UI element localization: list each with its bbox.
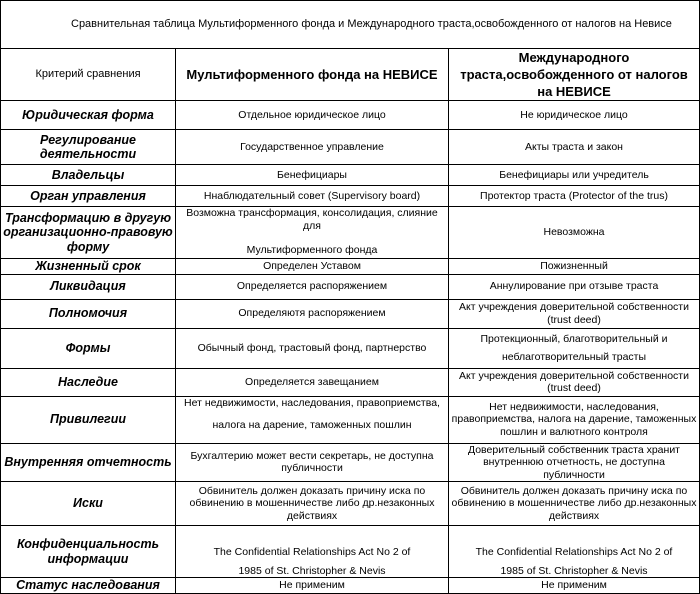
row-criterion: Формы bbox=[1, 328, 176, 368]
value-line: 1985 of St. Christopher & Nevis bbox=[500, 564, 648, 577]
table-row bbox=[1, 482, 700, 526]
value-line: Обвинитель должен доказать причину иска по bbox=[198, 484, 426, 497]
value-line: действиях bbox=[286, 509, 338, 522]
row-criterion: Наследие bbox=[1, 368, 176, 396]
table-title: Сравнительная таблица Мультиформенного фонда и Международного траста,освобожденного от налогов на Невисе bbox=[1, 1, 700, 49]
row-value-trust: Бенефициары или учредитель bbox=[449, 165, 700, 186]
table-row bbox=[1, 165, 700, 186]
row-value-foundation: Государственное управление bbox=[176, 130, 449, 165]
row-value-foundation bbox=[176, 396, 449, 443]
value-line: публичности bbox=[281, 462, 343, 475]
value-line: Акт учреждения доверительной собственности bbox=[459, 369, 689, 382]
row-value-foundation: Не применим bbox=[176, 578, 449, 594]
row-criterion: Ликвидация bbox=[1, 274, 176, 299]
table-row bbox=[1, 396, 700, 443]
value-line: обвинению в мошенничестве либо др.незаконных bbox=[451, 497, 697, 510]
value-line: (trust deed) bbox=[547, 313, 601, 326]
value-line: Доверительный собственник траста хранит bbox=[467, 443, 680, 456]
table-row bbox=[1, 526, 700, 578]
row-value-foundation: Определяется завещанием bbox=[176, 368, 449, 396]
table-row bbox=[1, 328, 700, 368]
row-criterion: Трансформацию в другую организационно-правовую форму bbox=[1, 207, 176, 259]
row-value-foundation bbox=[176, 443, 449, 482]
value-line: Возможна трансформация, консолидация, слияние для bbox=[186, 207, 438, 232]
row-value-trust: Протектор траста (Protector of the trus) bbox=[449, 186, 700, 207]
row-value-trust: Акты траста и закон bbox=[449, 130, 700, 165]
table-row bbox=[1, 207, 700, 259]
row-value-trust bbox=[449, 396, 700, 443]
value-line: Акт учреждения доверительной собственности bbox=[459, 301, 689, 313]
row-value-trust: Не применим bbox=[449, 578, 700, 594]
row-value-trust bbox=[449, 328, 700, 368]
title-row bbox=[1, 1, 700, 49]
row-value-foundation bbox=[176, 207, 449, 259]
row-value-foundation: Ннаблюдательный совет (Supervisory board) bbox=[176, 186, 449, 207]
table-row bbox=[1, 443, 700, 482]
value-line: (trust deed) bbox=[547, 382, 601, 394]
row-criterion: Привилегии bbox=[1, 396, 176, 443]
row-criterion: Юридическая форма bbox=[1, 101, 176, 130]
value-line: The Confidential Relationships Act No 2 of bbox=[213, 546, 411, 558]
row-value-trust: Не юридическое лицо bbox=[449, 101, 700, 130]
value-line: обвинению в мошенничестве либо др.незаконных bbox=[189, 497, 435, 510]
value-line: Мультиформенного фонда bbox=[246, 244, 378, 256]
row-value-trust: Аннулирование при отзыве траста bbox=[449, 274, 700, 299]
row-value-trust bbox=[449, 368, 700, 396]
row-value-foundation: Отдельное юридическое лицо bbox=[176, 101, 449, 130]
row-value-trust: Пожизненный bbox=[449, 259, 700, 275]
row-value-foundation: Определен Уставом bbox=[176, 259, 449, 275]
table-row bbox=[1, 299, 700, 328]
header-row bbox=[1, 49, 700, 101]
row-value-foundation: Определяется распоряжением bbox=[176, 274, 449, 299]
row-criterion: Внутренняя отчетность bbox=[1, 443, 176, 482]
row-criterion: Иски bbox=[1, 482, 176, 526]
row-value-foundation: Обычный фонд, трастовый фонд, партнерство bbox=[176, 328, 449, 368]
row-criterion: Статус наследования bbox=[1, 578, 176, 594]
value-line: Обвинитель должен доказать причину иска по bbox=[460, 484, 688, 497]
row-value-trust bbox=[449, 443, 700, 482]
header-criterion: Критерий сравнения bbox=[1, 49, 176, 101]
value-line: Бухгалтерию может вести секретарь, не доступна bbox=[190, 449, 434, 462]
row-criterion: Регулирование деятельности bbox=[1, 130, 176, 165]
value-line: The Confidential Relationships Act No 2 of bbox=[475, 546, 673, 558]
value-line: внутреннюю отчетность, не доступна публичности bbox=[483, 456, 665, 481]
value-line: 1985 of St. Christopher & Nevis bbox=[238, 564, 386, 577]
row-criterion: Жизненный срок bbox=[1, 259, 176, 275]
table-row bbox=[1, 130, 700, 165]
value-line: неблаготворительный трасты bbox=[501, 351, 647, 363]
row-criterion: Полномочия bbox=[1, 299, 176, 328]
value-line: действиях bbox=[548, 509, 600, 522]
row-value-foundation: Бенефициары bbox=[176, 165, 449, 186]
table-row bbox=[1, 578, 700, 594]
row-value-foundation bbox=[176, 526, 449, 578]
row-value-trust bbox=[449, 526, 700, 578]
value-line: пошлин и валютного контроля bbox=[500, 425, 648, 438]
row-value-trust bbox=[449, 299, 700, 328]
header-multiform-foundation: Мультиформенного фонда на НЕВИСЕ bbox=[176, 49, 449, 101]
row-value-trust bbox=[449, 482, 700, 526]
row-criterion: Владельцы bbox=[1, 165, 176, 186]
table-row bbox=[1, 101, 700, 130]
header-international-trust: Международного траста,освобожденного от налогов на НЕВИСЕ bbox=[449, 49, 700, 101]
row-value-foundation: Определяютя распоряжением bbox=[176, 299, 449, 328]
table-row bbox=[1, 368, 700, 396]
row-value-trust: Невозможна bbox=[449, 207, 700, 259]
row-criterion: Конфиденциальность информации bbox=[1, 526, 176, 578]
table-row bbox=[1, 274, 700, 299]
table-row bbox=[1, 259, 700, 275]
row-criterion: Орган управления bbox=[1, 186, 176, 207]
value-line: правоприемства, налога на дарение, таможенных bbox=[451, 413, 697, 426]
value-line: налога на дарение, таможенных пошлин bbox=[212, 419, 412, 431]
value-line: Протекционный, благотворительный и bbox=[480, 332, 668, 345]
row-value-foundation bbox=[176, 482, 449, 526]
value-line: Нет недвижимости, наследования, правоприемства, bbox=[184, 396, 440, 409]
value-line: Нет недвижимости, наследования, bbox=[489, 400, 659, 413]
table-row bbox=[1, 186, 700, 207]
